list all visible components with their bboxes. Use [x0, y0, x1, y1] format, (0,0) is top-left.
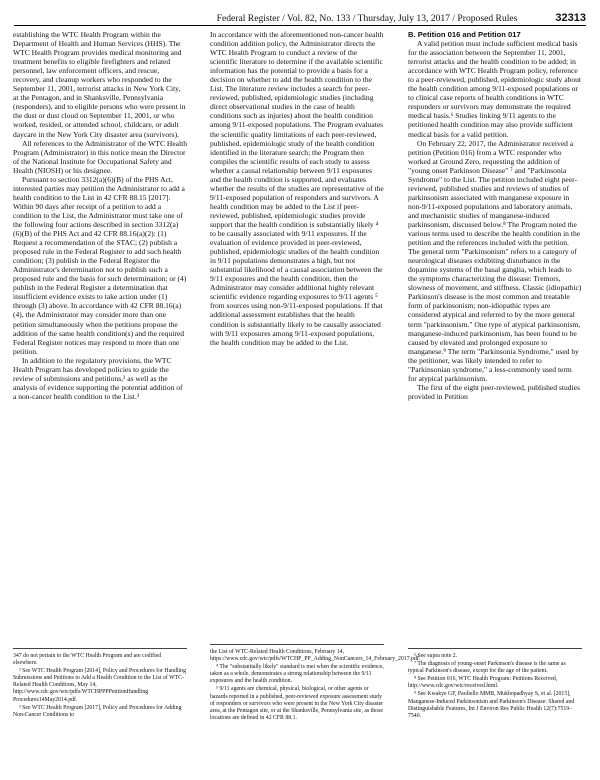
footnotes-column-3: [408, 648, 582, 721]
footnote: ² See WTC Health Program [2014], Policy and Procedures for Handling Submissions and Petitions to Add a Health Condition to the List of WTC-Related Health Conditions, May 14, http://www.cdc.gov/wtc/pdfs/WTCHPPPPetitionHandling Procedures14May2014.pdf.: [13, 668, 186, 703]
footnote: ³ See WTC Health Program [2017], Policy and Procedures for Adding Non-Cancer Conditions to: [13, 704, 182, 718]
footnote: ⁷ The diagnosis of young-onset Parkinson's disease is the same as typical Parkinson's disease, except for the age of the patient.: [408, 661, 566, 675]
body-paragraph: Pursuant to section 3312(a)(6)(B) of the PHS Act, interested parties may petition the Administrator to add a health condition to the List in 42 CFR 88.15 [2017]. Within 90 days after receipt of a petition to add a condition to the List, the Administrator must take one of the following four actions described in section 3312(a)(6)(B) of the PHS Act and 42 CFR 88.16(a)(2): (1) Request a recommendation of the STAC; (2) publish a proposed rule in the Federal Register to add such health condition; (3) publish in the Federal Register the Administrator's determination not to publish such a proposed rule and the basis for such determination; or (4) publish in the Federal Register a determination that insufficient evidence exists to take action under (1) through (3) above. In accordance with 42 CFR 88.16(a)(4), the Administrator may consider more than one petition simultaneously when the petitions propose the addition of the same health condition(s) and the required Federal Register notices may respond to more than one petition.: [13, 174, 187, 356]
footnotes-column-2: [210, 644, 421, 723]
column-2: [210, 30, 384, 347]
footnote: ⁴ The "substantially likely" standard is met when the scientific evidence, taken as a whole, demonstrates a strong relationship between the 9/11 exposures and the health condition.: [210, 664, 384, 685]
body-paragraph: On February 22, 2017, the Administrator received a petition (Petition 016) from a WTC responder who worked at Ground Zero, requesting the addition of "young onset Parkinson Disease" ⁷ and "Parkinsonia Syndrome" to the List. The petition included eight peer-reviewed, published studies and reviews of studies of parkinsonism associated with manganese exposure in non-9/11-exposed populations and laboratory animals, and mechanistic studies of manganese-induced parkinsonism, discussed below.⁸ The Program noted the various terms used to describe the health condition in the petition and the references included with the petition. The general term "Parkinsonism" refers to a category of neurological diseases exhibiting disturbance in the dopamine systems of the basal ganglia, which leads to the symptoms characterizing the disease: Tremors, slowness of movement, and stiffness. Classic (idiopathic) Parkinson's disease is the most common and treatable form of parkinsonism; non-idiopathic types are considered atypical and referred to by the more general term "parkinsonism." One type of atypical parkinsonism, manganese-induced parkinsonism, has been found to be caused by elevated and prolonged exposure to manganese.⁹ The term "Parkinsonia Syndrome," used by the petitioner, was likely intended to refer to "Parkinsonian syndrome," a less-commonly used term for atypical parkinsonism.: [408, 138, 582, 383]
header-rule: [14, 25, 586, 26]
footnote: ⁶ See supra note 2.: [414, 653, 458, 659]
footnote: 347 do not pertain to the WTC Health Program and are codified elsewhere.: [13, 653, 162, 667]
body-paragraph: All references to the Administrator of the WTC Health Program (Administrator) in this notice mean the Director of the National Institute for Occupational Safety and Health (NIOSH) or his designee.: [13, 138, 188, 175]
page-number: 32313: [555, 12, 586, 24]
footnote: the List of WTC-Related Health Conditions, February 14, https://www.cdc.gov/wtc/pdfs/WTCHP_PP_Adding_NonCancers_14_February_2017.pdf.: [210, 649, 421, 663]
body-paragraph: A valid petition must include sufficient medical basis for the association between the September 11, 2001, terrorist attacks and the health condition to be added; in accordance with WTC Health Program policy, reference to a peer-reviewed, published, epidemiologic study about the health condition among 9/11-exposed populations or to clinical case reports of health conditions in WTC responders or survivors may demonstrate the required medical basis.⁶ Studies linking 9/11 agents to the petitioned health condition may also provide sufficient medical basis for a valid petition.: [408, 39, 581, 139]
column-1: [13, 30, 187, 401]
footnote: ⁹ See Kwakye GF, Paoliello MMB, Mukhopadhyay S, et al. [2015], Manganese-Induced Parkinsonism and Parkinson's Disease: Shared and Distinguishable Features, Int J Environ Res Public Health 12(7):7519–7540.: [408, 691, 575, 719]
footnote-rule: [408, 648, 582, 649]
body-paragraph: establishing the WTC Health Program within the Department of Health and Human Services (HHS). The WTC Health Program provides medical monitoring and treatment benefits to eligible firefighters and related personnel, law enforcement officers, and rescue, recovery, and cleanup workers who responded to the September 11, 2001, terrorist attacks in New York City, at the Pentagon, and in Shanksville, Pennsylvania (responders), and to eligible persons who were present in the dust or dust cloud on September 11, 2001, or who worked, resided, or attended school, childcare, or adult daycare in the New York City disaster area (survivors).: [13, 30, 186, 139]
body-paragraph: In addition to the regulatory provisions, the WTC Health Program has developed policies to guide the review of submissions and petitions,² as well as the analysis of evidence supporting the potential addition of a non-cancer health condition to the List.³: [13, 355, 183, 401]
footnotes-column-1: [13, 648, 187, 720]
page-header: [14, 6, 586, 24]
footnote: ⁸ See Petition 016, WTC Health Program: Petitions Received, http://www.cdc.gov/wtc/received.html.: [408, 676, 558, 690]
footnote: ⁵ 9/11 agents are chemical, physical, biological, or other agents or hazards reported in a published, peer-reviewed exposure assessment study of responders or survivors who were present in the New York City disaster area, at the Pentagon site, or at the Shanksville, Pennsylvania site, as those locations are defined in 42 CFR 88.1.: [210, 686, 384, 721]
section-heading: B. Petition 016 and Petition 017: [408, 30, 521, 39]
footnote-rule: [13, 648, 187, 649]
body-paragraph: In accordance with the aforementioned non-cancer health condition addition policy, the Administrator directs the WTC Health Program to conduct a review of the scientific literature to determine if the available scientific information has the potential to provide a basis for a decision on whether to add the health condition to the List. The literature review includes a search for peer-reviewed, published, epidemiologic studies (including direct observational studies in the case of health conditions such as injuries) about the health condition among 9/11-exposed populations. The Program evaluates the scientific quality limitations of each peer-reviewed, published, epidemiologic study of the health condition identified in the literature search; the Program then compiles the scientific results of each study to assess whether a causal relationship between 9/11 exposures and the health condition is supported, and evaluates whether the results of the studies are representative of the 9/11-exposed population of responders and survivors. A health condition may be added to the List if peer-reviewed, published, epidemiologic studies provide support that the health condition is substantially likely ⁴ to be causally associated with 9/11 exposures. If the evaluation of evidence provided in peer-reviewed, published, epidemiologic studies of the health condition in 9/11 populations demonstrates a high, but not substantial likelihood of a causal association between the 9/11 exposures and the health condition, then the Administrator may consider additional highly relevant scientific evidence regarding exposures to 9/11 agents ⁵ from sources using non-9/11-exposed populations. If that additional assessment establishes that the health condition is substantially likely to be causally associated with 9/11 exposures among 9/11-exposed populations, the health condition may be added to the List.: [210, 30, 384, 347]
footnote-rule: [210, 644, 384, 645]
column-3: [408, 30, 582, 401]
running-head: Federal Register / Vol. 82, No. 133 / Thursday, July 13, 2017 / Proposed Rules: [216, 13, 518, 24]
body-paragraph: The first of the eight peer-reviewed, published studies provided in Petition: [408, 382, 580, 401]
